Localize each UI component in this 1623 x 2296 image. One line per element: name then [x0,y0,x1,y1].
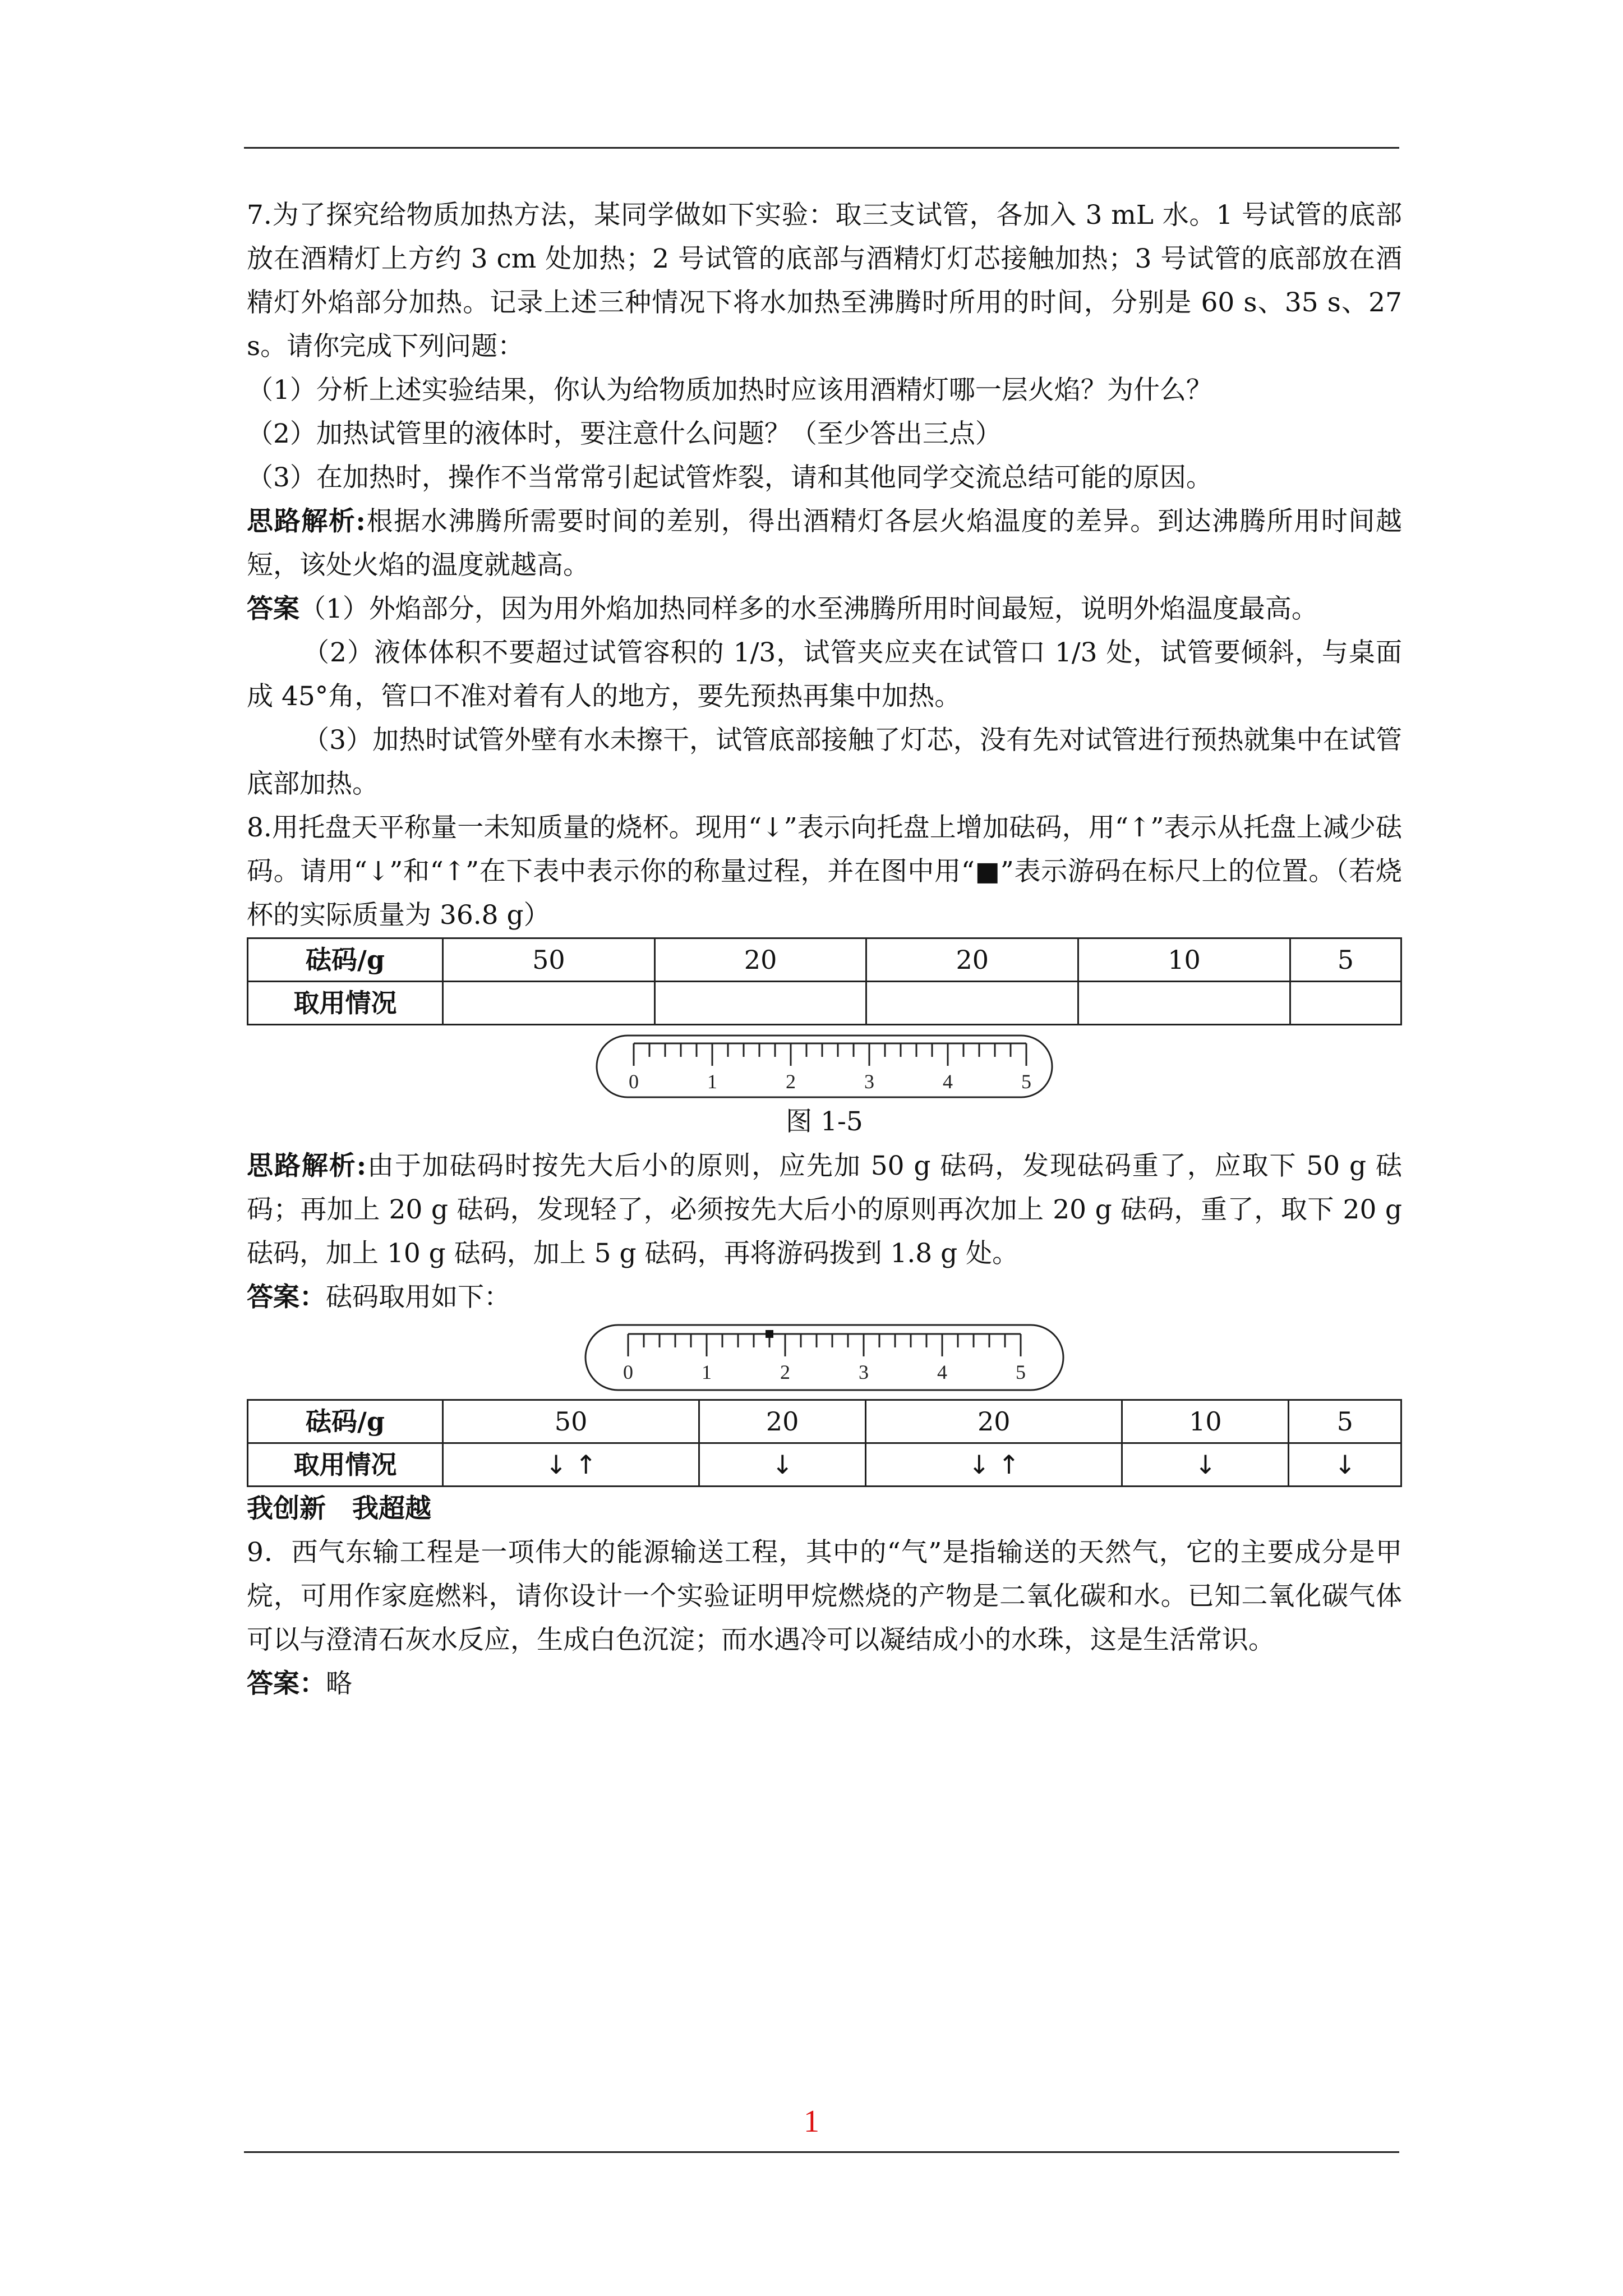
q9-answer [247,1662,1402,1706]
weight-cell: 10 [1122,1400,1289,1443]
q8-answer-text: 砝码取用如下： [326,1282,510,1313]
rider-marker [766,1330,773,1338]
ruler-tick-label: 3 [864,1070,874,1093]
ruler-tick-label: 4 [943,1070,953,1093]
page-content [247,194,1402,1706]
ruler-tick-label: 3 [859,1361,869,1383]
q7-sub1: （1）分析上述实验结果，你认为给物质加热时应该用酒精灯哪一层火焰？为什么？ [247,375,1212,406]
q8-blank-table [247,937,1402,1025]
usage-cell: ↓ [1122,1443,1289,1487]
q8-analysis-text: 由于加砝码时按先大后小的原则，应先加 50 g 砝码，发现砝码重了，应取下 50 g 砝码；再加上 20 g 砝码，发现轻了，必须按先大后小的原则再次加上 20 g 砝码，重了，取下 20 g 砝码，加上 10 g 砝码，加上 5 g 砝码，再将游码拨到 1.8 g 处。 [247,1151,1402,1269]
weight-cell: 20 [699,1400,866,1443]
usage-cell [866,982,1078,1025]
table-header-cell: 砝码/g [248,1400,443,1443]
footer-rule [244,2151,1399,2153]
ruler-tick-label: 4 [937,1361,947,1383]
header-rule [244,147,1399,149]
q7-analysis [247,500,1402,587]
q7-sub2: （2）加热试管里的液体时，要注意什么问题？（至少答出三点） [247,418,1002,449]
table-row-label-cell: 取用情况 [248,982,443,1025]
q8-analysis-label: 思路解析: [247,1151,367,1181]
balance-ruler-diagram [594,1033,1054,1099]
ruler-tick-label: 2 [780,1361,790,1383]
q7-answer2: （2）液体体积不要超过试管容积的 1/3，试管夹应夹在试管口 1/3 处，试管要倾斜，与桌面成 45°角，管口不准对着有人的地方，要先预热再集中加热。 [247,637,1402,712]
usage-cell: ↓ [699,1443,866,1487]
ruler-tick-label: 2 [786,1070,796,1093]
q8-answer-table [247,1399,1402,1487]
table-header-cell: 砝码/g [248,938,443,982]
table-row [248,1400,1401,1443]
figure-caption: 图 1-5 [786,1106,863,1137]
usage-cell [1290,982,1401,1025]
weight-cell: 20 [866,1400,1122,1443]
weight-cell: 5 [1289,1400,1401,1443]
q8-stem: 8.用托盘天平称量一未知质量的烧杯。现用“↓”表示向托盘上增加砝码，用“↑”表示从托盘上减少砝码。请用“↓”和“↑”在下表中表示你的称量过程，并在图中用“■”表示游码在标尺上的位置。（若烧杯的实际质量为 36.8 g） [247,812,1402,931]
weight-cell: 50 [443,1400,699,1443]
q7-answer3: （3）加热时试管外壁有水未擦干，试管底部接触了灯芯，没有先对试管进行预热就集中在试管底部加热。 [247,725,1402,799]
q9-answer-text: 略 [326,1668,352,1699]
q7-analysis-text: 根据水沸腾所需要时间的差别，得出酒精灯各层火焰温度的差异。到达沸腾所用时间越短，该处火焰的温度就越高。 [247,506,1402,581]
usage-cell: ↓ ↑ [866,1443,1122,1487]
usage-cell: ↓ ↑ [443,1443,699,1487]
weight-cell: 20 [654,938,866,982]
ruler-tick-label: 0 [623,1361,633,1383]
q8-analysis [247,1144,1402,1276]
ruler-tick-label: 5 [1021,1070,1031,1093]
ruler-tick-label: 0 [629,1070,639,1093]
q9-answer-label: 答案： [247,1668,326,1699]
q7-answer-label: 答案 [247,593,299,624]
weight-cell: 50 [443,938,655,982]
table-row [248,1443,1401,1487]
weight-cell: 20 [866,938,1078,982]
weight-cell: 10 [1078,938,1290,982]
table-row [248,982,1401,1025]
q7-answer1 [247,587,1402,631]
weight-cell: 5 [1290,938,1401,982]
section-title: 我创新 我超越 [247,1493,431,1524]
q7-answer1-text: （1）外焰部分，因为用外焰加热同样多的水至沸腾所用时间最短，说明外焰温度最高。 [299,593,1318,624]
ruler-tick-label: 1 [702,1361,712,1383]
usage-cell: ↓ [1289,1443,1401,1487]
ruler-figure-wrap [247,1033,1402,1099]
q8-answer-label: 答案： [247,1282,326,1313]
q7-analysis-label: 思路解析: [247,506,366,537]
usage-cell [443,982,655,1025]
usage-cell [1078,982,1290,1025]
q7-stem: 7.为了探究给物质加热方法，某同学做如下实验：取三支试管，各加入 3 mL 水。1 号试管的底部放在酒精灯上方约 3 cm 处加热；2 号试管的底部与酒精灯灯芯接触加热；3 号试管的底部放在酒精灯外焰部分加热。记录上述三种情况下将水加热至沸腾时所用的时间，分别是 60 s、35 s、27 s。请你完成下列问题： [247,200,1402,362]
answer-ruler-figure-wrap [247,1323,1402,1392]
page-number: 1 [804,2104,819,2139]
answer-balance-ruler-diagram [583,1323,1066,1392]
q7-sub3: （3）在加热时，操作不当常常引起试管炸裂，请和其他同学交流总结可能的原因。 [247,462,1212,493]
usage-cell [654,982,866,1025]
table-row [248,938,1401,982]
q8-answer [247,1276,1402,1319]
ruler-tick-label: 1 [707,1070,717,1093]
ruler-tick-label: 5 [1016,1361,1026,1383]
q9-stem: 9．西气东输工程是一项伟大的能源输送工程，其中的“气”是指输送的天然气，它的主要成分是甲烷，可用作家庭燃料，请你设计一个实验证明甲烷燃烧的产物是二氧化碳和水。已知二氧化碳气体可以与澄清石灰水反应，生成白色沉淀；而水遇冷可以凝结成小的水珠，这是生活常识。 [247,1537,1402,1655]
table-row-label-cell: 取用情况 [248,1443,443,1487]
